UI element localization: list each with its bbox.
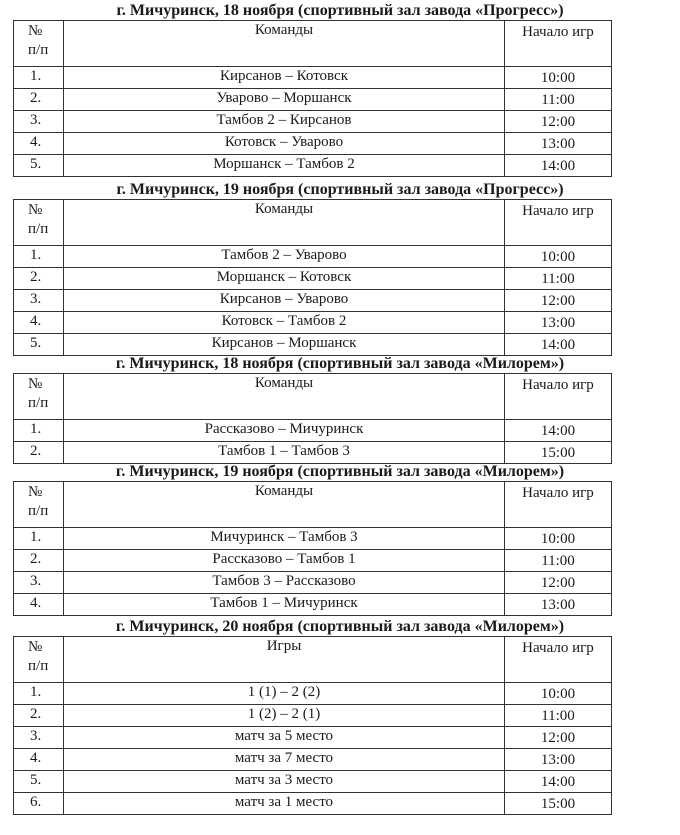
row-time: 13:00 — [505, 312, 612, 334]
table-row — [14, 705, 612, 727]
row-time: 13:00 — [505, 749, 612, 771]
table-header-row — [14, 21, 612, 67]
row-teams: Рассказово – Мичуринск — [64, 420, 505, 442]
header-start-time: Начало игр — [505, 374, 612, 420]
header-number: № п/п — [14, 200, 64, 246]
row-time: 12:00 — [505, 111, 612, 133]
row-number: 5. — [14, 771, 64, 793]
row-number: 4. — [14, 312, 64, 334]
row-time: 14:00 — [505, 771, 612, 793]
row-teams: Рассказово – Тамбов 1 — [64, 550, 505, 572]
row-time: 15:00 — [505, 442, 612, 464]
row-teams: Кирсанов – Моршанск — [64, 334, 505, 356]
row-teams: матч за 5 место — [64, 727, 505, 749]
table-row — [14, 793, 612, 815]
row-number: 6. — [14, 793, 64, 815]
row-teams: Моршанск – Котовск — [64, 268, 505, 290]
row-number: 2. — [14, 705, 64, 727]
table-row — [14, 420, 612, 442]
row-teams: 1 (2) – 2 (1) — [64, 705, 505, 727]
row-time: 12:00 — [505, 572, 612, 594]
table-row — [14, 133, 612, 155]
section-title: г. Мичуринск, 19 ноября (спортивный зал завода «Милорем») — [115, 463, 565, 480]
row-time: 13:00 — [505, 594, 612, 616]
row-time: 14:00 — [505, 334, 612, 356]
header-teams: Команды — [64, 482, 505, 528]
table-row — [14, 528, 612, 550]
table-row — [14, 155, 612, 177]
row-time: 13:00 — [505, 133, 612, 155]
schedule-table — [13, 481, 612, 616]
table-row — [14, 683, 612, 705]
table-row — [14, 312, 612, 334]
row-teams: 1 (1) – 2 (2) — [64, 683, 505, 705]
table-row — [14, 749, 612, 771]
row-number: 4. — [14, 133, 64, 155]
row-number: 1. — [14, 528, 64, 550]
table-header-row — [14, 637, 612, 683]
row-time: 12:00 — [505, 727, 612, 749]
row-teams: Тамбов 2 – Уварово — [64, 246, 505, 268]
header-number: № п/п — [14, 482, 64, 528]
header-start-time: Начало игр — [505, 637, 612, 683]
table-row — [14, 442, 612, 464]
row-time: 10:00 — [505, 67, 612, 89]
row-teams: Тамбов 3 – Рассказово — [64, 572, 505, 594]
row-time: 15:00 — [505, 793, 612, 815]
schedule-table — [13, 20, 612, 177]
header-number: № п/п — [14, 637, 64, 683]
row-teams: Кирсанов – Котовск — [64, 67, 505, 89]
section-title: г. Мичуринск, 18 ноября (спортивный зал завода «Милорем») — [115, 355, 565, 372]
section-title: г. Мичуринск, 18 ноября (спортивный зал завода «Прогресс») — [116, 2, 564, 19]
table-row — [14, 334, 612, 356]
row-time: 11:00 — [505, 268, 612, 290]
row-number: 3. — [14, 290, 64, 312]
table-row — [14, 771, 612, 793]
row-number: 2. — [14, 89, 64, 111]
schedule-table — [13, 199, 612, 356]
table-row — [14, 594, 612, 616]
row-number: 4. — [14, 749, 64, 771]
table-header-row — [14, 482, 612, 528]
row-number: 5. — [14, 334, 64, 356]
row-teams: Котовск – Тамбов 2 — [64, 312, 505, 334]
table-row — [14, 727, 612, 749]
row-number: 2. — [14, 442, 64, 464]
row-time: 10:00 — [505, 683, 612, 705]
header-teams: Команды — [64, 374, 505, 420]
row-teams: матч за 7 место — [64, 749, 505, 771]
row-time: 10:00 — [505, 246, 612, 268]
row-time: 14:00 — [505, 420, 612, 442]
header-teams: Команды — [64, 200, 505, 246]
row-time: 11:00 — [505, 550, 612, 572]
row-number: 2. — [14, 550, 64, 572]
row-teams: Тамбов 2 – Кирсанов — [64, 111, 505, 133]
row-teams: Моршанск – Тамбов 2 — [64, 155, 505, 177]
header-games: Игры — [64, 637, 505, 683]
row-time: 11:00 — [505, 705, 612, 727]
row-teams: Котовск – Уварово — [64, 133, 505, 155]
table-header-row — [14, 374, 612, 420]
row-time: 11:00 — [505, 89, 612, 111]
row-teams: Тамбов 1 – Мичуринск — [64, 594, 505, 616]
row-number: 1. — [14, 67, 64, 89]
schedule-table — [13, 636, 612, 815]
header-number: № п/п — [14, 374, 64, 420]
row-number: 1. — [14, 420, 64, 442]
header-start-time: Начало игр — [505, 200, 612, 246]
table-row — [14, 550, 612, 572]
table-row — [14, 67, 612, 89]
table-row — [14, 268, 612, 290]
header-start-time: Начало игр — [505, 482, 612, 528]
table-row — [14, 572, 612, 594]
row-number: 3. — [14, 727, 64, 749]
row-number: 3. — [14, 111, 64, 133]
row-number: 3. — [14, 572, 64, 594]
table-row — [14, 246, 612, 268]
row-teams: Уварово – Моршанск — [64, 89, 505, 111]
row-number: 5. — [14, 155, 64, 177]
section-title: г. Мичуринск, 19 ноября (спортивный зал завода «Прогресс») — [116, 181, 564, 198]
schedule-table — [13, 373, 612, 464]
row-number: 1. — [14, 246, 64, 268]
header-number: № п/п — [14, 21, 64, 67]
table-row — [14, 111, 612, 133]
section-title: г. Мичуринск, 20 ноября (спортивный зал завода «Милорем») — [115, 618, 565, 635]
header-teams: Команды — [64, 21, 505, 67]
row-number: 4. — [14, 594, 64, 616]
row-teams: матч за 1 место — [64, 793, 505, 815]
table-row — [14, 290, 612, 312]
row-time: 10:00 — [505, 528, 612, 550]
row-number: 1. — [14, 683, 64, 705]
row-number: 2. — [14, 268, 64, 290]
row-teams: Тамбов 1 – Тамбов 3 — [64, 442, 505, 464]
row-teams: Кирсанов – Уварово — [64, 290, 505, 312]
row-time: 14:00 — [505, 155, 612, 177]
row-time: 12:00 — [505, 290, 612, 312]
table-header-row — [14, 200, 612, 246]
header-start-time: Начало игр — [505, 21, 612, 67]
row-teams: Мичуринск – Тамбов 3 — [64, 528, 505, 550]
row-teams: матч за 3 место — [64, 771, 505, 793]
table-row — [14, 89, 612, 111]
